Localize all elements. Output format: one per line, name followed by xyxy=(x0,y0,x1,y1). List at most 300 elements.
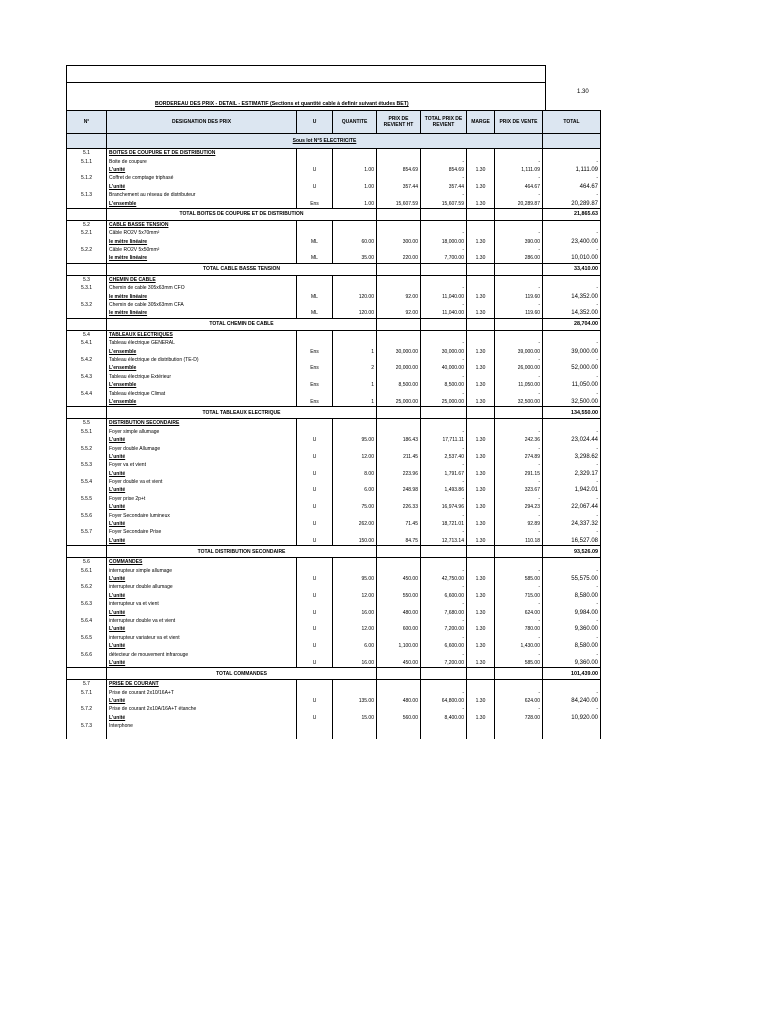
empty-cell xyxy=(333,389,377,397)
empty-cell xyxy=(543,680,601,689)
empty-cell xyxy=(67,503,107,511)
item-sale-price: 715.00 xyxy=(495,592,543,600)
empty-cell xyxy=(543,558,601,567)
empty-cell xyxy=(333,191,377,199)
item-total: 23,400.00 xyxy=(543,238,601,246)
empty-cell xyxy=(377,229,421,237)
item-value-row xyxy=(67,470,601,478)
item-total-cost: 40,000.00 xyxy=(421,364,467,372)
dash-mark: - xyxy=(543,246,601,254)
dash-mark: - xyxy=(543,301,601,309)
item-unit-cost: 854.69 xyxy=(377,166,421,174)
item-sale-price: 294.23 xyxy=(495,503,543,511)
empty-cell xyxy=(467,229,495,237)
dash-mark: - xyxy=(421,389,467,397)
item-quantity: 8.00 xyxy=(333,470,377,478)
item-unit-label: L'ensemble xyxy=(107,364,297,372)
item-sale-price: 585.00 xyxy=(495,575,543,583)
item-unit-label: L'unité xyxy=(107,503,297,511)
item-number: 5.7.1 xyxy=(67,688,107,696)
item-description: Chemin de cable 305x63mm CFA xyxy=(107,301,297,309)
item-description-row xyxy=(67,157,601,165)
item-sale-price: 1,430.00 xyxy=(495,642,543,650)
item-total-cost: 42,750.00 xyxy=(421,575,467,583)
item-description: Tableau électrique GENERAL xyxy=(107,339,297,347)
empty-cell xyxy=(495,546,543,558)
section-title: PRISE DE COURANT xyxy=(107,680,297,689)
item-description-row xyxy=(67,174,601,182)
section-total-row xyxy=(67,208,601,220)
price-schedule-sheet xyxy=(66,65,600,739)
item-unit-label: L'unité xyxy=(107,486,297,494)
empty-cell xyxy=(467,373,495,381)
item-total-cost: 8,500.00 xyxy=(421,381,467,389)
item-number: 5.4.1 xyxy=(67,339,107,347)
item-quantity: 2 xyxy=(333,364,377,372)
empty-cell xyxy=(377,157,421,165)
item-margin: 1.30 xyxy=(467,520,495,528)
item-description-row xyxy=(67,495,601,503)
document-title: BORDEREAU DES PRIX - DETAIL - ESTIMATIF (Sections et quantité cable à definir suivant études BET) xyxy=(155,101,409,107)
item-sale-price: 728.00 xyxy=(495,714,543,722)
empty-cell xyxy=(467,478,495,486)
empty-cell xyxy=(421,208,467,220)
item-unit: U xyxy=(297,470,333,478)
item-sale-price: 585.00 xyxy=(495,659,543,668)
dash-mark: - xyxy=(495,511,543,519)
item-quantity: 16.00 xyxy=(333,608,377,616)
empty-cell xyxy=(495,208,543,220)
col-margin: MARGE xyxy=(467,111,495,134)
item-total-cost: 6,600.00 xyxy=(421,592,467,600)
empty-cell xyxy=(333,680,377,689)
item-total-cost: 8,400.00 xyxy=(421,714,467,722)
col-unit: U xyxy=(297,111,333,134)
item-unit: U xyxy=(297,592,333,600)
item-description-row xyxy=(67,356,601,364)
section-header-row xyxy=(67,275,601,284)
item-description-row xyxy=(67,617,601,625)
item-unit-label: le mètre linéaire xyxy=(107,292,297,300)
empty-cell xyxy=(333,419,377,428)
item-sale-price: 780.00 xyxy=(495,625,543,633)
item-value-row xyxy=(67,659,601,668)
item-margin: 1.30 xyxy=(467,714,495,722)
item-description: Tableau électrique Climat xyxy=(107,389,297,397)
item-number: 5.2.2 xyxy=(67,246,107,254)
empty-cell xyxy=(543,149,601,158)
dash-mark: - xyxy=(543,528,601,536)
item-unit: Ens xyxy=(297,364,333,372)
dash-mark: - xyxy=(495,444,543,452)
item-total-cost: 18,721.01 xyxy=(421,520,467,528)
item-quantity: 6.00 xyxy=(333,486,377,494)
empty-cell xyxy=(297,688,333,696)
item-unit-label: L'ensemble xyxy=(107,381,297,389)
empty-cell xyxy=(467,330,495,339)
empty-cell xyxy=(377,461,421,469)
item-description-row xyxy=(67,705,601,713)
empty-cell xyxy=(467,191,495,199)
empty-cell xyxy=(333,722,377,730)
empty-cell xyxy=(377,668,421,680)
dash-mark: - xyxy=(543,229,601,237)
empty-cell xyxy=(543,220,601,229)
dash-mark: - xyxy=(421,444,467,452)
item-description: Foyer double Allumage xyxy=(107,444,297,452)
margin-coefficient: 1.30 xyxy=(577,89,589,95)
item-unit: U xyxy=(297,608,333,616)
dash-mark: - xyxy=(421,495,467,503)
item-unit-label: le mètre linéaire xyxy=(107,238,297,246)
empty-cell xyxy=(467,246,495,254)
item-description: interrupteur simple allumage xyxy=(107,566,297,574)
item-unit: U xyxy=(297,166,333,174)
empty-cell xyxy=(377,546,421,558)
dash-mark: - xyxy=(495,246,543,254)
empty-cell xyxy=(377,478,421,486)
empty-cell xyxy=(377,444,421,452)
empty-cell xyxy=(333,558,377,567)
item-value-row xyxy=(67,730,601,738)
item-number: 5.6.2 xyxy=(67,583,107,591)
item-description-row xyxy=(67,284,601,292)
section-total-value: 93,526.09 xyxy=(543,546,601,558)
item-unit-label: L'unité xyxy=(107,520,297,528)
empty-cell xyxy=(467,208,495,220)
item-quantity: 1.00 xyxy=(333,183,377,191)
item-unit-cost: 600.00 xyxy=(377,625,421,633)
item-unit-label: L'unité xyxy=(107,697,297,705)
item-total: 1,111.09 xyxy=(543,166,601,174)
empty-cell xyxy=(333,301,377,309)
empty-cell xyxy=(467,220,495,229)
item-unit-label: L'unité xyxy=(107,537,297,546)
item-unit-label: L'unité xyxy=(107,625,297,633)
dash-mark: - xyxy=(495,650,543,658)
dash-mark: - xyxy=(421,174,467,182)
empty-cell xyxy=(377,511,421,519)
item-value-row xyxy=(67,503,601,511)
item-total-cost: 12,713.14 xyxy=(421,537,467,546)
col-sale-price: PRIX DE VENTE xyxy=(495,111,543,134)
empty-cell xyxy=(297,511,333,519)
item-number: 5.6.5 xyxy=(67,634,107,642)
dash-mark xyxy=(495,722,543,730)
item-margin: 1.30 xyxy=(467,364,495,372)
empty-cell xyxy=(333,511,377,519)
item-quantity: 35.00 xyxy=(333,254,377,263)
item-description-row xyxy=(67,428,601,436)
empty-cell xyxy=(377,600,421,608)
empty-cell xyxy=(67,575,107,583)
empty-cell xyxy=(67,254,107,263)
dash-mark: - xyxy=(543,174,601,182)
empty-cell xyxy=(467,301,495,309)
section-header-row xyxy=(67,419,601,428)
empty-cell xyxy=(377,275,421,284)
empty-cell xyxy=(333,650,377,658)
item-number: 5.5.6 xyxy=(67,511,107,519)
dash-mark: - xyxy=(421,566,467,574)
empty-cell xyxy=(467,617,495,625)
empty-cell xyxy=(67,407,107,419)
item-number: 5.3.1 xyxy=(67,284,107,292)
empty-cell xyxy=(467,546,495,558)
dash-mark: - xyxy=(495,284,543,292)
item-description-row xyxy=(67,246,601,254)
empty-cell xyxy=(377,528,421,536)
dash-mark: - xyxy=(543,428,601,436)
dash-mark: - xyxy=(543,444,601,452)
empty-cell xyxy=(377,318,421,330)
item-total: 24,337.32 xyxy=(543,520,601,528)
dash-mark: - xyxy=(495,389,543,397)
item-value-row xyxy=(67,292,601,300)
empty-cell xyxy=(495,419,543,428)
item-unit-label: le mètre linéaire xyxy=(107,254,297,263)
dash-mark: - xyxy=(495,528,543,536)
item-value-row xyxy=(67,697,601,705)
empty-cell xyxy=(467,174,495,182)
item-number: 5.7.3 xyxy=(67,722,107,730)
item-quantity: 1 xyxy=(333,381,377,389)
item-unit: ML xyxy=(297,238,333,246)
section-total-row xyxy=(67,546,601,558)
item-description: Prise de courant 2x10/16A+T xyxy=(107,688,297,696)
item-description: Coffret de comptage triphasé xyxy=(107,174,297,182)
item-unit-label: L'unité xyxy=(107,659,297,668)
empty-cell xyxy=(467,428,495,436)
item-description-row xyxy=(67,650,601,658)
item-total: 14,352.00 xyxy=(543,292,601,300)
empty-cell xyxy=(67,642,107,650)
empty-cell xyxy=(297,461,333,469)
item-quantity: 1.00 xyxy=(333,166,377,174)
item-unit: U xyxy=(297,697,333,705)
empty-cell xyxy=(421,263,467,275)
empty-cell xyxy=(333,157,377,165)
empty-cell xyxy=(67,546,107,558)
item-margin: 1.30 xyxy=(467,592,495,600)
item-unit-cost: 226.33 xyxy=(377,503,421,511)
item-description-row xyxy=(67,583,601,591)
item-number: 5.1.2 xyxy=(67,174,107,182)
table-body xyxy=(67,134,601,739)
item-description-row xyxy=(67,600,601,608)
empty-cell xyxy=(333,688,377,696)
dash-mark: - xyxy=(495,191,543,199)
dash-mark: - xyxy=(495,688,543,696)
col-number: N° xyxy=(67,111,107,134)
item-description-row xyxy=(67,528,601,536)
empty-cell xyxy=(67,608,107,616)
empty-cell xyxy=(421,419,467,428)
item-unit: Ens xyxy=(297,347,333,355)
item-total-cost: 7,680.00 xyxy=(421,608,467,616)
section-title: BOITES DE COUPURE ET DE DISTRIBUTION xyxy=(107,149,297,158)
empty-cell xyxy=(467,389,495,397)
empty-cell xyxy=(333,634,377,642)
item-total: 14,352.00 xyxy=(543,309,601,318)
item-value-row xyxy=(67,364,601,372)
item-unit: Ens xyxy=(297,199,333,208)
empty-cell xyxy=(67,714,107,722)
dash-mark: - xyxy=(543,191,601,199)
dash-mark xyxy=(421,722,467,730)
section-total-label: TOTAL TABLEAUX ELECTRIQUE xyxy=(107,407,377,419)
item-description: interrupteur va et vient xyxy=(107,600,297,608)
section-total-row xyxy=(67,668,601,680)
empty-cell xyxy=(377,301,421,309)
dash-mark: - xyxy=(421,705,467,713)
item-margin: 1.30 xyxy=(467,575,495,583)
item-description-row xyxy=(67,339,601,347)
item-description-row xyxy=(67,722,601,730)
item-unit-cost: 71.45 xyxy=(377,520,421,528)
dash-mark: - xyxy=(495,495,543,503)
item-sale-price: 32,500.00 xyxy=(495,398,543,407)
item-description: Interphone xyxy=(107,722,297,730)
item-margin: 1.30 xyxy=(467,381,495,389)
empty-cell xyxy=(377,220,421,229)
empty-cell xyxy=(297,275,333,284)
item-unit-label: L'unité xyxy=(107,436,297,444)
empty-cell xyxy=(377,191,421,199)
empty-cell xyxy=(67,453,107,461)
item-sale-price: 119.60 xyxy=(495,292,543,300)
dash-mark xyxy=(543,722,601,730)
empty-cell xyxy=(421,668,467,680)
item-total: 9,984.00 xyxy=(543,608,601,616)
item-description-row xyxy=(67,444,601,452)
item-total-cost: 11,040.00 xyxy=(421,309,467,318)
dash-mark: - xyxy=(421,373,467,381)
dash-mark: - xyxy=(543,617,601,625)
empty-cell xyxy=(467,339,495,347)
item-value-row xyxy=(67,398,601,407)
item-margin: 1.30 xyxy=(467,199,495,208)
item-unit: U xyxy=(297,625,333,633)
item-sale-price: 390.00 xyxy=(495,238,543,246)
item-unit-cost: 450.00 xyxy=(377,659,421,668)
empty-cell xyxy=(467,668,495,680)
item-unit: U xyxy=(297,537,333,546)
item-number: 5.4.4 xyxy=(67,389,107,397)
item-sale-price: 39,000.00 xyxy=(495,347,543,355)
empty-cell xyxy=(467,688,495,696)
item-total: 22,067.44 xyxy=(543,503,601,511)
column-header-row xyxy=(67,111,601,134)
empty-cell xyxy=(297,157,333,165)
dash-mark: - xyxy=(495,174,543,182)
empty-cell xyxy=(467,680,495,689)
item-value-row xyxy=(67,642,601,650)
item-unit-cost: 211.45 xyxy=(377,453,421,461)
section-number: 5.3 xyxy=(67,275,107,284)
empty-cell xyxy=(467,407,495,419)
dash-mark: - xyxy=(543,634,601,642)
item-number: 5.6.1 xyxy=(67,566,107,574)
item-unit: U xyxy=(297,436,333,444)
item-description: Branchement au réseau de distributeur xyxy=(107,191,297,199)
empty-cell xyxy=(467,650,495,658)
header-blank-row xyxy=(66,82,546,99)
item-description-row xyxy=(67,191,601,199)
item-quantity: 12.00 xyxy=(333,592,377,600)
item-unit-label: L'unité xyxy=(107,453,297,461)
item-value-row xyxy=(67,625,601,633)
empty-cell xyxy=(333,220,377,229)
item-number: 5.6.3 xyxy=(67,600,107,608)
empty-cell xyxy=(67,208,107,220)
dash-mark: - xyxy=(543,461,601,469)
dash-mark: - xyxy=(495,600,543,608)
item-unit: Ens xyxy=(297,381,333,389)
empty-cell xyxy=(297,600,333,608)
empty-cell xyxy=(333,373,377,381)
item-sale-price: 286.00 xyxy=(495,254,543,263)
empty-cell xyxy=(333,174,377,182)
item-total-cost: 2,537.40 xyxy=(421,453,467,461)
dash-mark: - xyxy=(421,229,467,237)
item-value-row xyxy=(67,520,601,528)
item-unit-label xyxy=(107,730,297,738)
item-description: Câble RO2V 5x50mm² xyxy=(107,246,297,254)
empty-cell xyxy=(297,174,333,182)
item-description-row xyxy=(67,301,601,309)
item-margin: 1.30 xyxy=(467,608,495,616)
dash-mark: - xyxy=(421,528,467,536)
dash-mark: - xyxy=(543,705,601,713)
item-description-row xyxy=(67,373,601,381)
item-total: 39,000.00 xyxy=(543,347,601,355)
item-unit-cost: 450.00 xyxy=(377,575,421,583)
empty-cell xyxy=(467,495,495,503)
empty-cell xyxy=(377,705,421,713)
section-total-label: TOTAL CHEMIN DE CABLE xyxy=(107,318,377,330)
item-value-row xyxy=(67,238,601,246)
item-unit-cost: 357.44 xyxy=(377,183,421,191)
empty-cell xyxy=(67,183,107,191)
item-unit-label: L'unité xyxy=(107,575,297,583)
empty-cell xyxy=(297,356,333,364)
item-margin: 1.30 xyxy=(467,398,495,407)
item-number: 5.1.1 xyxy=(67,157,107,165)
item-description: Foyer Secondaire lumineux xyxy=(107,511,297,519)
item-unit-label: L'unité xyxy=(107,166,297,174)
empty-cell xyxy=(297,373,333,381)
empty-cell xyxy=(333,444,377,452)
item-quantity: 135.00 xyxy=(333,697,377,705)
item-total-cost: 7,700.00 xyxy=(421,254,467,263)
dash-mark: - xyxy=(543,600,601,608)
item-total: 52,000.00 xyxy=(543,364,601,372)
item-unit-cost: 480.00 xyxy=(377,697,421,705)
dash-mark: - xyxy=(421,157,467,165)
section-total-value: 28,704.00 xyxy=(543,318,601,330)
empty-cell xyxy=(421,407,467,419)
dash-mark: - xyxy=(421,339,467,347)
item-description-row xyxy=(67,478,601,486)
empty-cell xyxy=(467,444,495,452)
item-sale-price: 92.89 xyxy=(495,520,543,528)
item-unit-label: L'unité xyxy=(107,470,297,478)
dash-mark: - xyxy=(421,246,467,254)
item-value-row xyxy=(67,714,601,722)
item-total: 23,024.44 xyxy=(543,436,601,444)
item-quantity: 75.00 xyxy=(333,503,377,511)
